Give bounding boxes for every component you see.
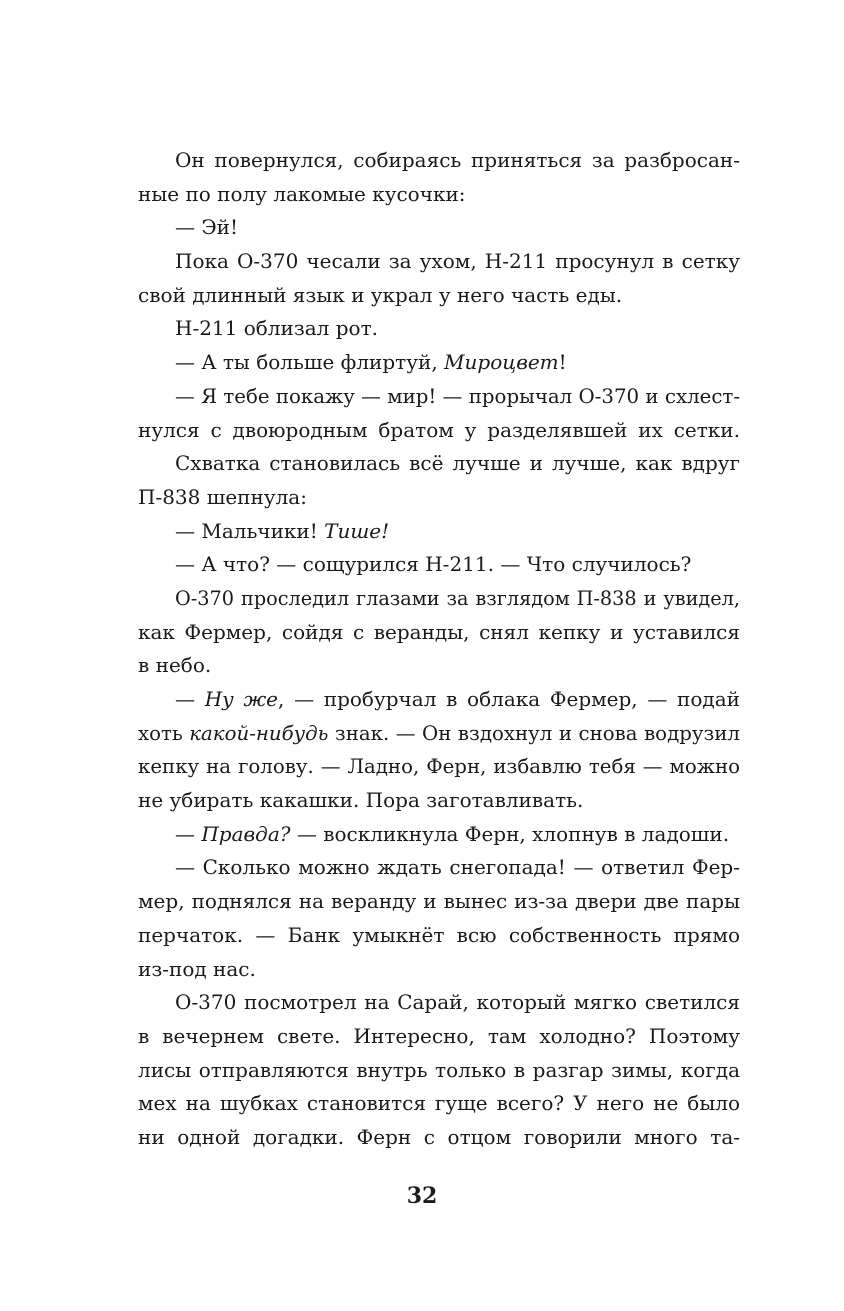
- text-line: [138, 447, 740, 481]
- italic-span: Тише!: [324, 518, 390, 543]
- text-span: Пока О-370 чесали за ухом, Н-211 просунул в сетку: [175, 249, 740, 274]
- italic-span: Правда?: [201, 821, 291, 846]
- text-span: свой длинный язык и украл у него часть еды.: [138, 282, 623, 307]
- text-span: нулся с двоюродным братом у разделявшей их сетки.: [138, 417, 740, 442]
- text-span: ни одной догадки. Ферн с отцом говорили много та-: [138, 1124, 740, 1149]
- text-span: , — пробурчал в облака Фермер, — подай: [278, 687, 740, 711]
- text-span: перчаток. — Банк умыкнёт всю собственность прямо: [138, 922, 740, 947]
- text-line: [138, 1020, 740, 1054]
- text-line: [138, 312, 740, 346]
- text-line: [138, 380, 740, 414]
- text-span: —: [175, 687, 205, 711]
- text-span: О-370 посмотрел на Сарай, который мягко светился: [175, 990, 740, 1015]
- text-line: [138, 750, 740, 784]
- text-span: — Я тебе покажу — мир! — прорычал О-370 и схлест-: [175, 384, 740, 408]
- text-span: П-838 шепнула:: [138, 484, 307, 509]
- text-span: кепку на голову. — Ладно, Ферн, избавлю тебя — можно: [138, 755, 740, 779]
- text-line: [138, 649, 740, 683]
- text-line: [138, 515, 740, 549]
- italic-span: какой-нибудь: [189, 721, 329, 745]
- text-line: [138, 279, 740, 313]
- text-span: — Мальчики!: [175, 518, 325, 543]
- text-span: как Фермер, сойдя с веранды, снял кепку и уставился: [138, 619, 740, 644]
- text-span: — Сколько можно ждать снегопада! — ответил Фер-: [175, 855, 740, 880]
- text-span: — А ты больше флиртуй,: [175, 350, 445, 375]
- text-span: —: [175, 821, 202, 846]
- text-span: О-370 проследил глазами за взглядом П-838 и увидел,: [175, 586, 740, 610]
- text-span: знак. — Он вздохнул и снова водрузил: [328, 721, 740, 745]
- text-line: [138, 1054, 740, 1088]
- text-line: [138, 582, 740, 616]
- italic-span: Мироцвет: [444, 350, 559, 375]
- italic-span: Ну же: [204, 687, 279, 711]
- text-span: хоть: [138, 721, 190, 745]
- text-span: мех на шубках становится гуще всего? У него не было: [138, 1091, 740, 1116]
- text-line: [138, 548, 740, 582]
- text-line: [138, 885, 740, 919]
- text-span: — воскликнула Ферн, хлопнув в ладоши.: [290, 821, 730, 846]
- text-line: [138, 919, 740, 953]
- text-span: Схватка становилась всё лучше и лучше, как вдруг: [175, 451, 740, 476]
- text-span: Н-211 облизал рот.: [175, 316, 379, 341]
- text-span: в вечернем свете. Интересно, там холодно? Поэтому: [138, 1023, 740, 1048]
- text-span: в небо.: [138, 653, 212, 678]
- text-line: [138, 683, 740, 717]
- text-line: [138, 1087, 740, 1121]
- text-line: [138, 481, 740, 515]
- text-line: [138, 211, 740, 245]
- text-line: [138, 717, 740, 751]
- text-line: [138, 1121, 740, 1155]
- body-text: [138, 144, 740, 1155]
- text-span: — А что? — сощурился Н-211. — Что случилось?: [175, 552, 692, 577]
- text-span: не убирать какашки. Пора заготавливать.: [138, 788, 584, 813]
- page-number: 32: [406, 1183, 438, 1209]
- text-span: !: [558, 350, 567, 375]
- text-line: [138, 784, 740, 818]
- text-span: лисы отправляются внутрь только в разгар зимы, когда: [138, 1057, 740, 1082]
- text-span: из-под нас.: [138, 956, 256, 981]
- text-line: [138, 616, 740, 650]
- text-line: [138, 851, 740, 885]
- text-line: [138, 414, 740, 448]
- text-span: ные по полу лакомые кусочки:: [138, 181, 466, 206]
- text-span: — Эй!: [175, 215, 239, 240]
- text-line: [138, 245, 740, 279]
- text-line: [138, 178, 740, 212]
- text-line: [138, 953, 740, 987]
- text-span: мер, поднялся на веранду и вынес из-за двери две пары: [138, 889, 740, 914]
- text-line: [138, 346, 740, 380]
- text-line: [138, 144, 740, 178]
- text-line: [138, 986, 740, 1020]
- text-span: Он повернулся, собираясь приняться за разбросан-: [175, 148, 740, 172]
- text-line: [138, 818, 740, 852]
